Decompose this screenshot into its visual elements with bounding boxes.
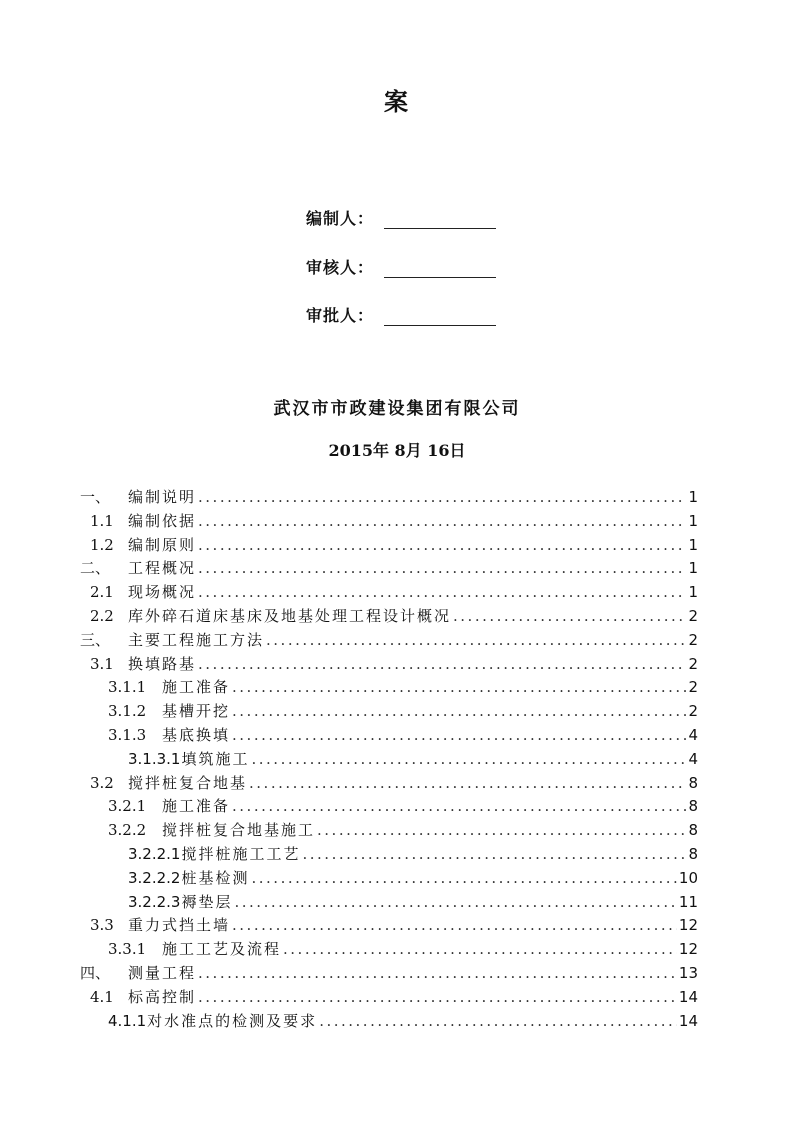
toc-leader-dots <box>303 843 687 867</box>
toc-entry-number: 3.1.3 <box>108 725 147 744</box>
toc-leader-dots <box>317 819 686 843</box>
toc-leader-dots <box>232 795 686 819</box>
toc-entry-number: 3.2.2.2 <box>128 868 181 887</box>
toc-entry-page: 14 <box>678 1011 698 1030</box>
toc-entry-number: 一、 <box>80 488 111 506</box>
toc-leader-dots <box>198 581 686 605</box>
toc-entry-title: 重力式挡土墙 <box>128 916 231 935</box>
toc-entry[interactable] <box>80 510 698 534</box>
toc-leader-dots <box>232 914 677 938</box>
toc-entry-page: 8 <box>688 821 698 840</box>
toc-leader-dots <box>198 962 677 986</box>
signature-row-approver <box>306 302 496 326</box>
toc-entry[interactable] <box>80 986 698 1010</box>
toc-entry-number: 二、 <box>80 559 111 578</box>
toc-entry-page: 12 <box>678 940 698 959</box>
toc-entry-title: 填筑施工 <box>181 749 250 768</box>
toc-leader-dots <box>319 1010 677 1034</box>
toc-entry[interactable] <box>80 1010 698 1034</box>
toc-entry-number: 3.3.1 <box>108 940 147 959</box>
toc-entry-page: 12 <box>678 916 698 935</box>
toc-entry[interactable] <box>80 581 698 605</box>
toc-entry-number: 3.2.2 <box>108 821 147 840</box>
toc-entry-page: 11 <box>678 892 698 911</box>
toc-entry-page: 2 <box>688 630 698 649</box>
toc-entry-title: 测量工程 <box>128 963 197 982</box>
toc-entry-page: 1 <box>688 583 698 602</box>
toc-entry-page: 13 <box>678 963 698 982</box>
toc-entry-page: 8 <box>688 797 698 816</box>
toc-entry-title: 工程概况 <box>128 559 197 578</box>
toc-entry-page: 2 <box>688 654 698 673</box>
toc-entry-title: 现场概况 <box>128 583 197 602</box>
toc-entry-title: 库外碎石道床基床及地基处理工程设计概况 <box>128 606 452 625</box>
toc-entry-title: 对水准点的检测及要求 <box>147 1011 318 1030</box>
toc-entry[interactable] <box>80 653 698 677</box>
toc-entry-title: 桩基检测 <box>181 868 250 887</box>
toc-entry-number: 4.1.1 <box>108 1011 147 1030</box>
toc-leader-dots <box>232 724 686 748</box>
toc-entry[interactable] <box>80 891 698 915</box>
toc-leader-dots <box>235 891 677 915</box>
toc-entry-title: 搅拌桩复合地基 <box>128 773 248 792</box>
toc-entry-title: 编制说明 <box>128 488 197 506</box>
toc-entry[interactable] <box>80 605 698 629</box>
toc-leader-dots <box>249 772 686 796</box>
toc-entry-title: 搅拌桩复合地基施工 <box>162 821 316 840</box>
toc-entry-number: 3.1.1 <box>108 678 147 697</box>
toc-entry-number: 3.1 <box>90 654 114 673</box>
toc-entry-page: 1 <box>688 535 698 554</box>
toc-entry-number: 2.2 <box>90 606 114 625</box>
toc-entry-number: 3.1.2 <box>108 702 147 721</box>
signature-label: 编制人： <box>306 209 375 228</box>
toc-entry-page: 2 <box>688 702 698 721</box>
toc-leader-dots <box>198 653 686 677</box>
toc-entry-title: 褥垫层 <box>181 892 233 911</box>
toc-entry-title: 施工准备 <box>162 797 231 816</box>
toc-entry-title: 施工准备 <box>162 678 231 697</box>
toc-leader-dots <box>252 748 687 772</box>
toc-leader-dots <box>266 629 686 653</box>
toc-leader-dots <box>232 700 686 724</box>
toc-entry-title: 主要工程施工方法 <box>128 630 265 649</box>
toc-entry-title: 编制原则 <box>128 535 197 554</box>
toc-entry-number: 三、 <box>80 630 111 649</box>
toc-leader-dots <box>232 676 686 700</box>
toc-entry-page: 1 <box>688 488 698 506</box>
toc-leader-dots <box>198 557 686 581</box>
toc-entry-number: 3.3 <box>90 916 114 935</box>
toc-entry-page: 14 <box>678 987 698 1006</box>
toc-entry-title: 标高控制 <box>128 987 197 1006</box>
toc-leader-dots <box>198 510 686 534</box>
toc-entry-number: 3.2 <box>90 773 114 792</box>
toc-entry-page: 1 <box>688 511 698 530</box>
toc-entry[interactable] <box>80 629 698 653</box>
signature-row-compiler <box>306 205 496 229</box>
toc-leader-dots <box>453 605 686 629</box>
table-of-contents <box>80 486 698 1033</box>
toc-entry-number: 3.2.2.1 <box>128 844 181 863</box>
toc-entry[interactable] <box>80 843 698 867</box>
toc-entry-page: 10 <box>678 868 698 887</box>
toc-entry[interactable] <box>80 819 698 843</box>
toc-entry-title: 基槽开挖 <box>162 702 231 721</box>
toc-entry-number: 3.1.3.1 <box>128 749 181 768</box>
signature-row-reviewer <box>306 254 496 278</box>
toc-entry[interactable] <box>80 676 698 700</box>
toc-entry[interactable] <box>80 557 698 581</box>
toc-entry-page: 8 <box>688 844 698 863</box>
toc-entry-page: 8 <box>688 773 698 792</box>
toc-entry-page: 4 <box>688 725 698 744</box>
toc-entry[interactable] <box>80 962 698 986</box>
toc-entry-page: 1 <box>688 559 698 578</box>
document-title: 案 <box>384 87 410 116</box>
company-name: 武汉市市政建设集团有限公司 <box>273 399 521 419</box>
signature-label: 审批人： <box>306 306 375 325</box>
toc-leader-dots <box>198 486 686 510</box>
signature-line <box>384 210 496 229</box>
signature-line <box>384 307 496 326</box>
toc-entry-number: 3.2.1 <box>108 797 147 816</box>
toc-entry[interactable] <box>80 914 698 938</box>
toc-entry[interactable] <box>80 938 698 962</box>
toc-entry-page: 2 <box>688 678 698 697</box>
toc-entry[interactable] <box>80 748 698 772</box>
toc-entry[interactable] <box>80 534 698 558</box>
toc-entry[interactable] <box>80 724 698 748</box>
toc-entry-number: 四、 <box>80 963 111 982</box>
toc-entry-number: 1.1 <box>90 511 114 530</box>
toc-leader-dots <box>252 867 677 891</box>
toc-entry[interactable] <box>80 772 698 796</box>
toc-leader-dots <box>198 534 686 558</box>
toc-entry-number: 4.1 <box>90 987 114 1006</box>
toc-entry-number: 1.2 <box>90 535 114 554</box>
toc-entry[interactable] <box>80 867 698 891</box>
toc-entry-page: 4 <box>688 749 698 768</box>
toc-leader-dots <box>198 986 677 1010</box>
toc-entry-number: 3.2.2.3 <box>128 892 181 911</box>
toc-entry-title: 基底换填 <box>162 725 231 744</box>
toc-entry[interactable] <box>80 700 698 724</box>
toc-leader-dots <box>283 938 677 962</box>
toc-entry-number: 2.1 <box>90 583 114 602</box>
toc-entry[interactable] <box>80 486 698 510</box>
document-date: 2015年 8月 16日 <box>328 441 466 460</box>
signature-label: 审核人： <box>306 258 375 277</box>
toc-entry-title: 搅拌桩施工工艺 <box>181 844 301 863</box>
toc-entry-title: 施工工艺及流程 <box>162 940 282 959</box>
toc-entry[interactable] <box>80 795 698 819</box>
signature-line <box>384 259 496 278</box>
toc-entry-page: 2 <box>688 606 698 625</box>
toc-entry-title: 换填路基 <box>128 654 197 673</box>
toc-entry-title: 编制依据 <box>128 511 197 530</box>
